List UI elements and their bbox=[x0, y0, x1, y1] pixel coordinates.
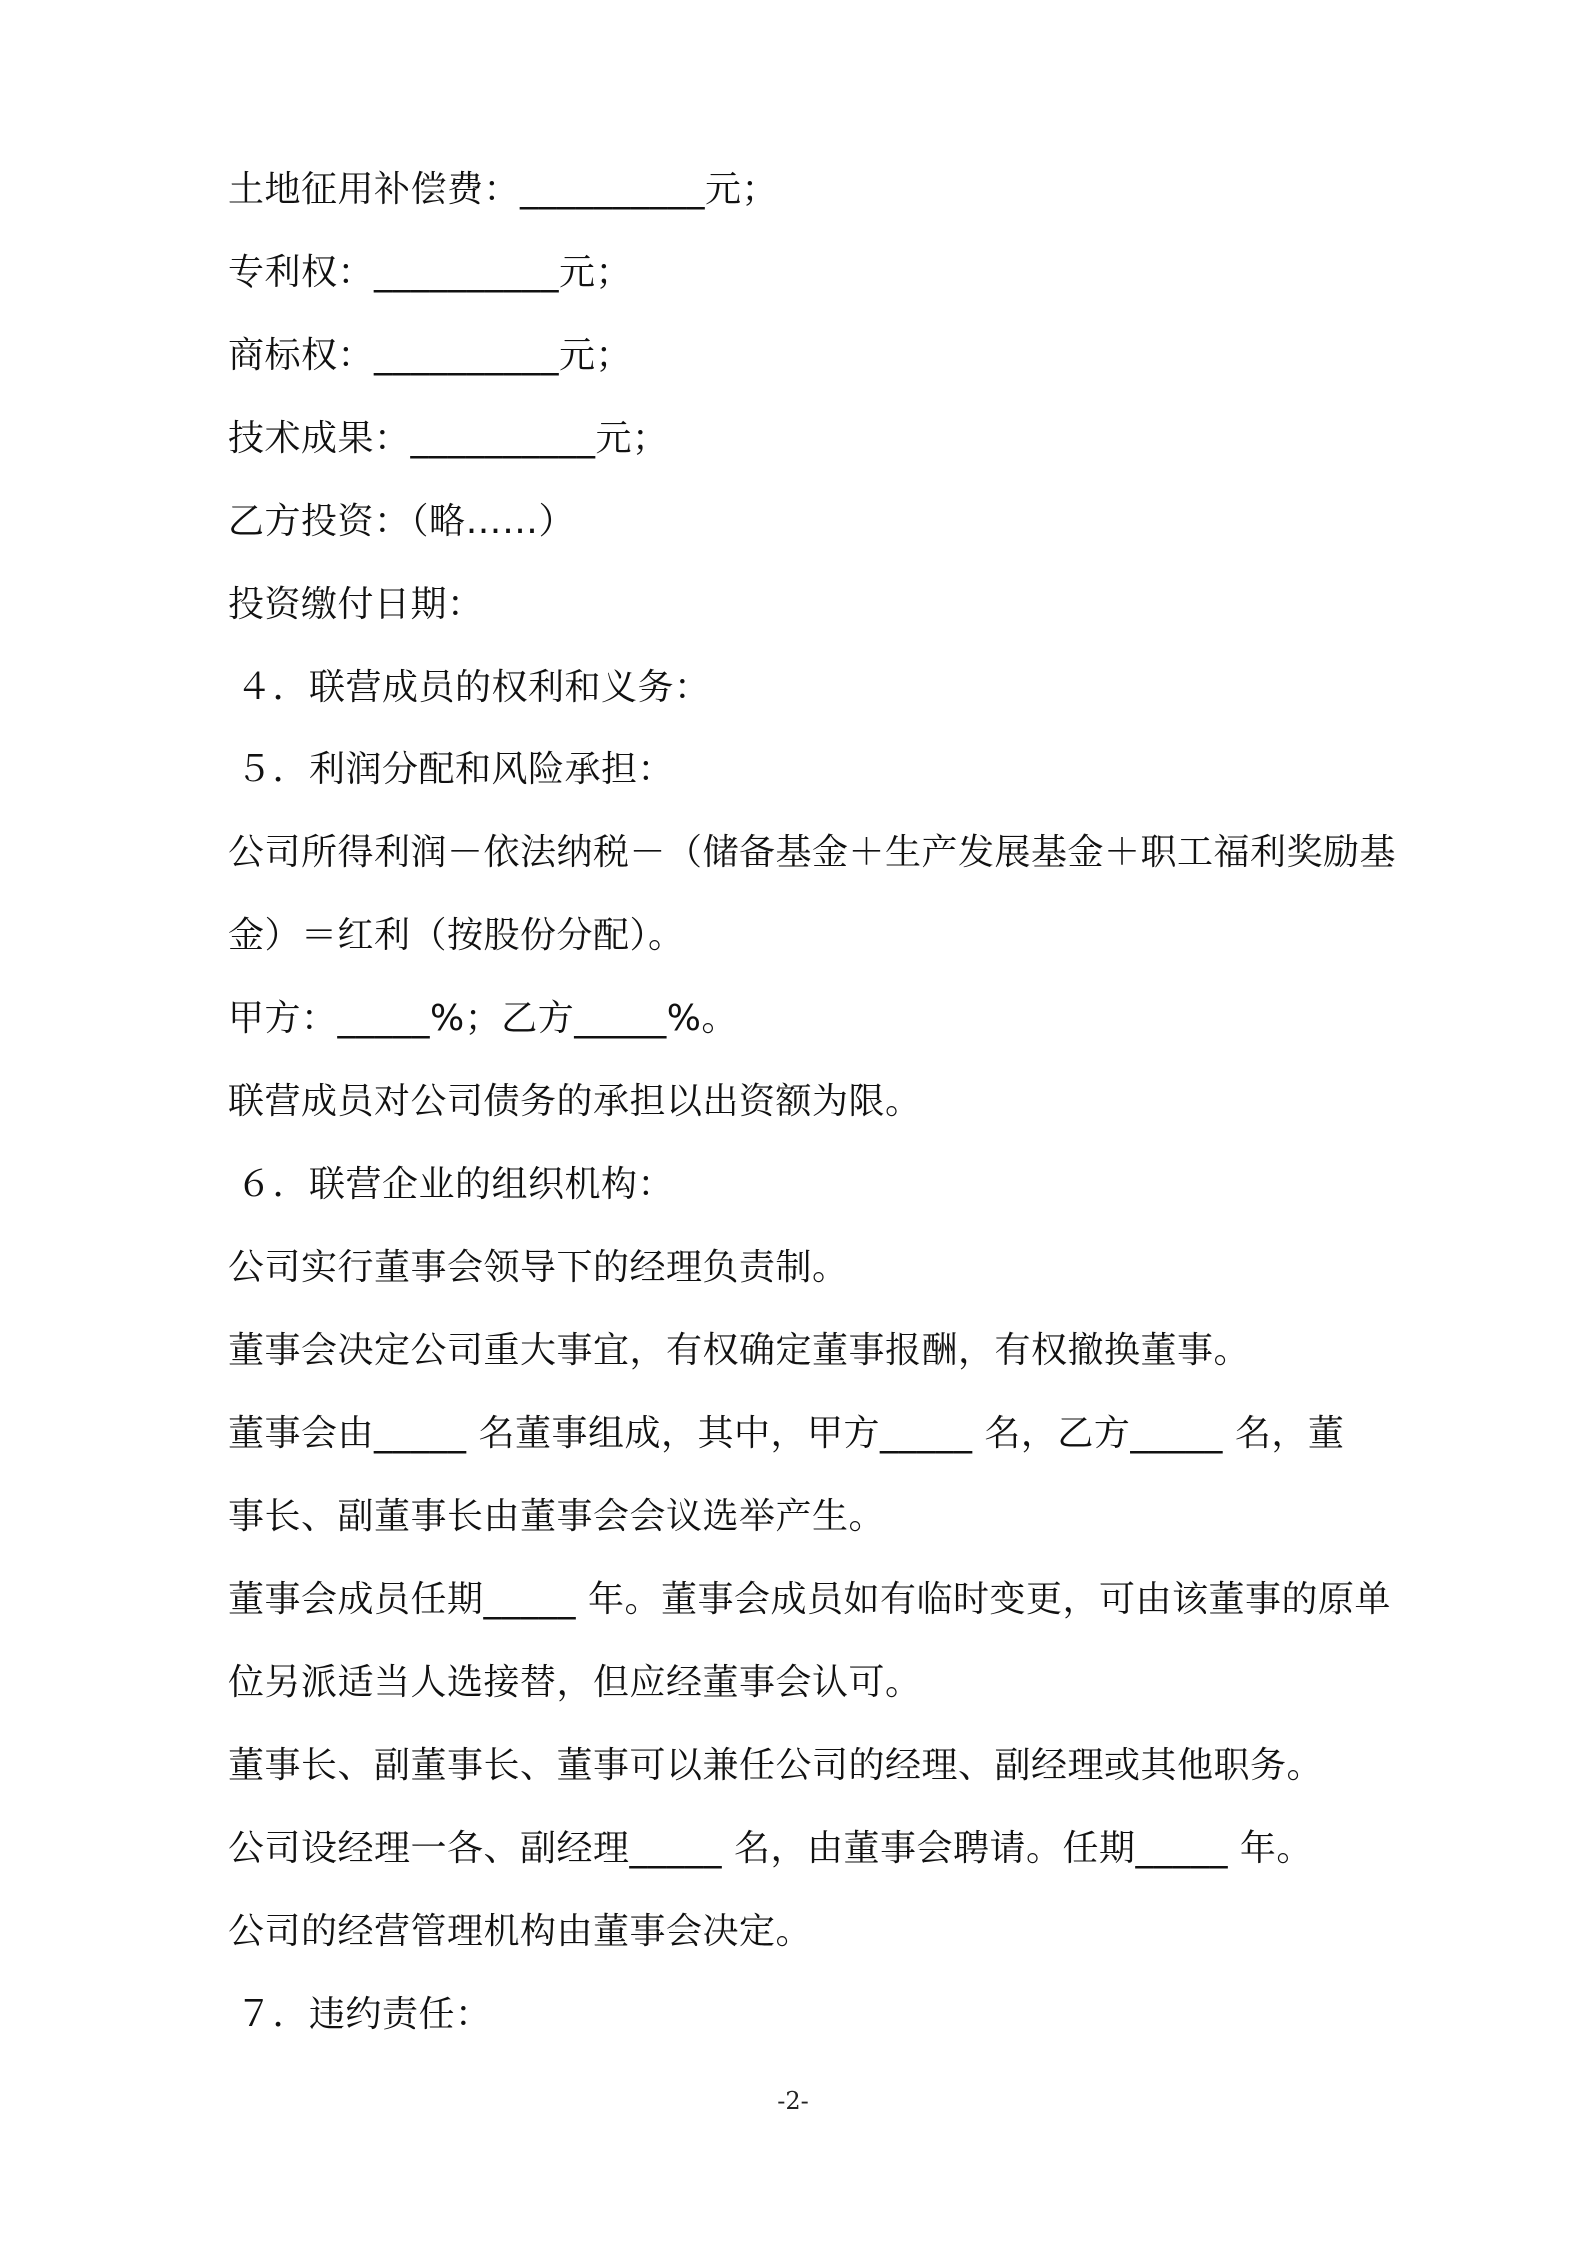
text-line-profit-formula-cont: 金）＝红利（按股份分配）。 bbox=[228, 915, 685, 956]
text-line-party-b-investment: 乙方投资：（略……） bbox=[228, 501, 576, 542]
text-line-board-composition-cont: 事长、副董事长由董事会会议选举产生。 bbox=[228, 1496, 886, 1537]
text-line-board-term: 董事会成员任期_____ 年。董事会成员如有临时变更，可由该董事的原单 bbox=[228, 1579, 1391, 1620]
section-heading-4: ４．联营成员的权利和义务： bbox=[236, 667, 711, 708]
section-heading-7: ７．违约责任： bbox=[236, 1994, 492, 2035]
page-number: -2- bbox=[777, 2087, 809, 2115]
text-line-manager-appointment: 公司设经理一各、副经理_____ 名，由董事会聘请。任期_____ 年。 bbox=[228, 1828, 1313, 1869]
text-line-concurrent-posts: 董事长、副董事长、董事可以兼任公司的经理、副经理或其他职务。 bbox=[228, 1745, 1324, 1786]
section-heading-6: ６．联营企业的组织机构： bbox=[236, 1164, 675, 1205]
text-line-profit-formula: 公司所得利润－依法纳税－（储备基金＋生产发展基金＋职工福利奖励基 bbox=[228, 832, 1397, 873]
text-line-profit-shares: 甲方：_____%；乙方_____%。 bbox=[228, 998, 738, 1039]
text-line-technical-achievement: 技术成果：__________元； bbox=[228, 418, 669, 459]
text-line-management-structure: 公司的经营管理机构由董事会决定。 bbox=[228, 1911, 813, 1952]
text-line-patent: 专利权：__________元； bbox=[228, 252, 633, 293]
text-line-board-powers: 董事会决定公司重大事宜，有权确定董事报酬，有权撤换董事。 bbox=[228, 1330, 1251, 1371]
section-heading-5: ５．利润分配和风险承担： bbox=[236, 749, 675, 790]
text-line-trademark: 商标权：__________元； bbox=[228, 335, 633, 376]
text-line-board-term-cont: 位另派适当人选接替，但应经董事会认可。 bbox=[228, 1662, 922, 1703]
text-line-liability: 联营成员对公司债务的承担以出资额为限。 bbox=[228, 1081, 922, 1122]
text-line-manager-system: 公司实行董事会领导下的经理负责制。 bbox=[228, 1247, 849, 1288]
text-line-land-compensation: 土地征用补偿费：__________元； bbox=[228, 169, 779, 210]
text-line-board-composition: 董事会由_____ 名董事组成，其中，甲方_____ 名，乙方_____ 名，董 bbox=[228, 1413, 1345, 1454]
text-line-payment-date: 投资缴付日期： bbox=[228, 584, 484, 625]
